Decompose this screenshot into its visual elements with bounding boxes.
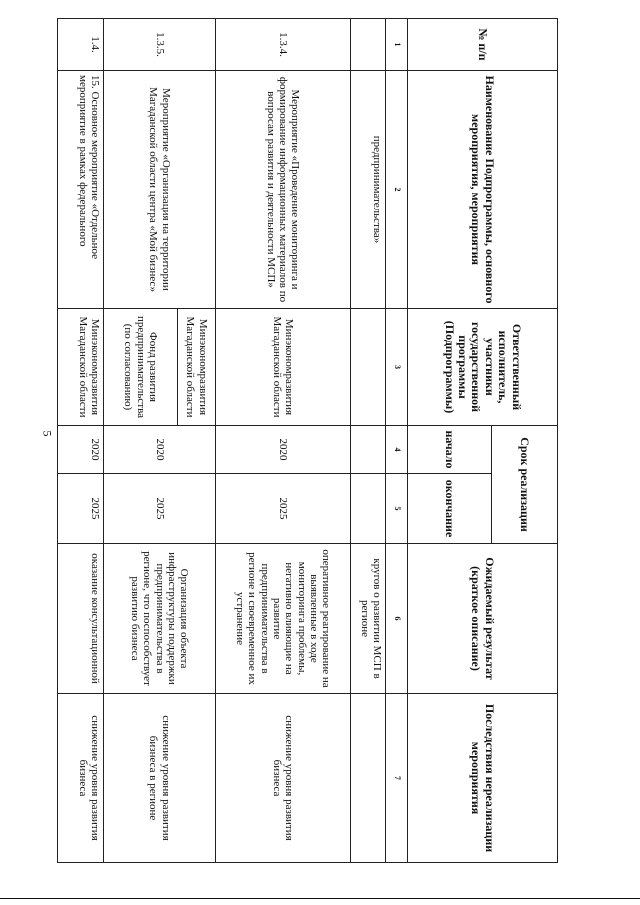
header-name: Наименование Подпрограммы, основного мероприятия, мероприятия [408, 71, 558, 309]
column-number: 4 [386, 426, 408, 474]
row-executor [351, 309, 386, 426]
page-bottom-rule [0, 898, 640, 899]
row-consequences: снижение уровня развития бизнеса [58, 694, 104, 863]
row-end: 2025 [58, 474, 104, 544]
row-result: кругов о развитии МСП в регионе [351, 544, 386, 694]
header-start: начало [408, 426, 492, 474]
table-row [178, 19, 216, 863]
column-number: 1 [386, 19, 408, 71]
header-end: окончание [408, 474, 492, 544]
row-consequences [351, 694, 386, 863]
column-number: 5 [386, 474, 408, 544]
row-start [351, 426, 386, 474]
column-number: 2 [386, 71, 408, 309]
row-num: 1.4. [58, 19, 104, 71]
row-executor: Минэкономразвития Магаданской области [58, 309, 104, 426]
row-executor-secondary: Фонд развития предпринимательства (по согласованию) [104, 309, 178, 426]
page-number: 5 [40, 430, 55, 437]
header-period: Срок реализации [492, 426, 558, 544]
row-consequences: снижение уровня развития бизнеса в регионе [104, 694, 216, 863]
row-name: 15. Основное мероприятие «Отдельное мероприятие в рамках федерального [58, 71, 104, 309]
row-result: Организация объекта инфраструктуры поддержки предпринимательства в регионе, что поспособствует развитию бизнеса [104, 544, 216, 694]
row-executor: Минэкономразвития Магаданской области [178, 309, 216, 426]
header-result: Ожидаемый результат (краткое описание) [408, 544, 558, 694]
activities-table [57, 18, 558, 863]
row-name: предпринимательства» [351, 71, 386, 309]
row-end [351, 474, 386, 544]
header-executor: Ответственный исполнитель, участники государственной программы (Подпрограммы) [408, 309, 558, 426]
row-num: 1.3.4. [216, 19, 351, 71]
row-name: Мероприятие «Проведение мониторинга и формирование информационных материалов по вопросам развития и деятельности МСП» [216, 71, 351, 309]
column-number: 7 [386, 694, 408, 863]
row-result: оказание консультационной [58, 544, 104, 694]
header-row [492, 19, 558, 863]
table-row [58, 19, 104, 863]
column-number: 3 [386, 309, 408, 426]
header-consequences: Последствия нереализации мероприятия [408, 694, 558, 863]
row-name: Мероприятие «Организация на территории Магаданской области центра «Мой бизнес» [104, 71, 216, 309]
table-row [351, 19, 386, 863]
header-num: № п/п [408, 19, 558, 71]
row-end: 2025 [216, 474, 351, 544]
row-start: 2020 [216, 426, 351, 474]
row-result: оперативное реагирование на выявленные в ходе мониторинга проблемы, негативно влияющие на развитие предпринимательства в регионе и своевременное их устранение [216, 544, 351, 694]
row-end: 2025 [104, 474, 216, 544]
row-executor: Минэкономразвития Магаданской области [216, 309, 351, 426]
row-start: 2020 [58, 426, 104, 474]
column-number: 6 [386, 544, 408, 694]
row-num [351, 19, 386, 71]
row-consequences: снижение уровня развития бизнеса [216, 694, 351, 863]
table-row [216, 19, 351, 863]
row-start: 2020 [104, 426, 216, 474]
rotated-table-container [58, 18, 558, 862]
column-number-row [386, 19, 408, 863]
row-num: 1.3.5. [104, 19, 216, 71]
